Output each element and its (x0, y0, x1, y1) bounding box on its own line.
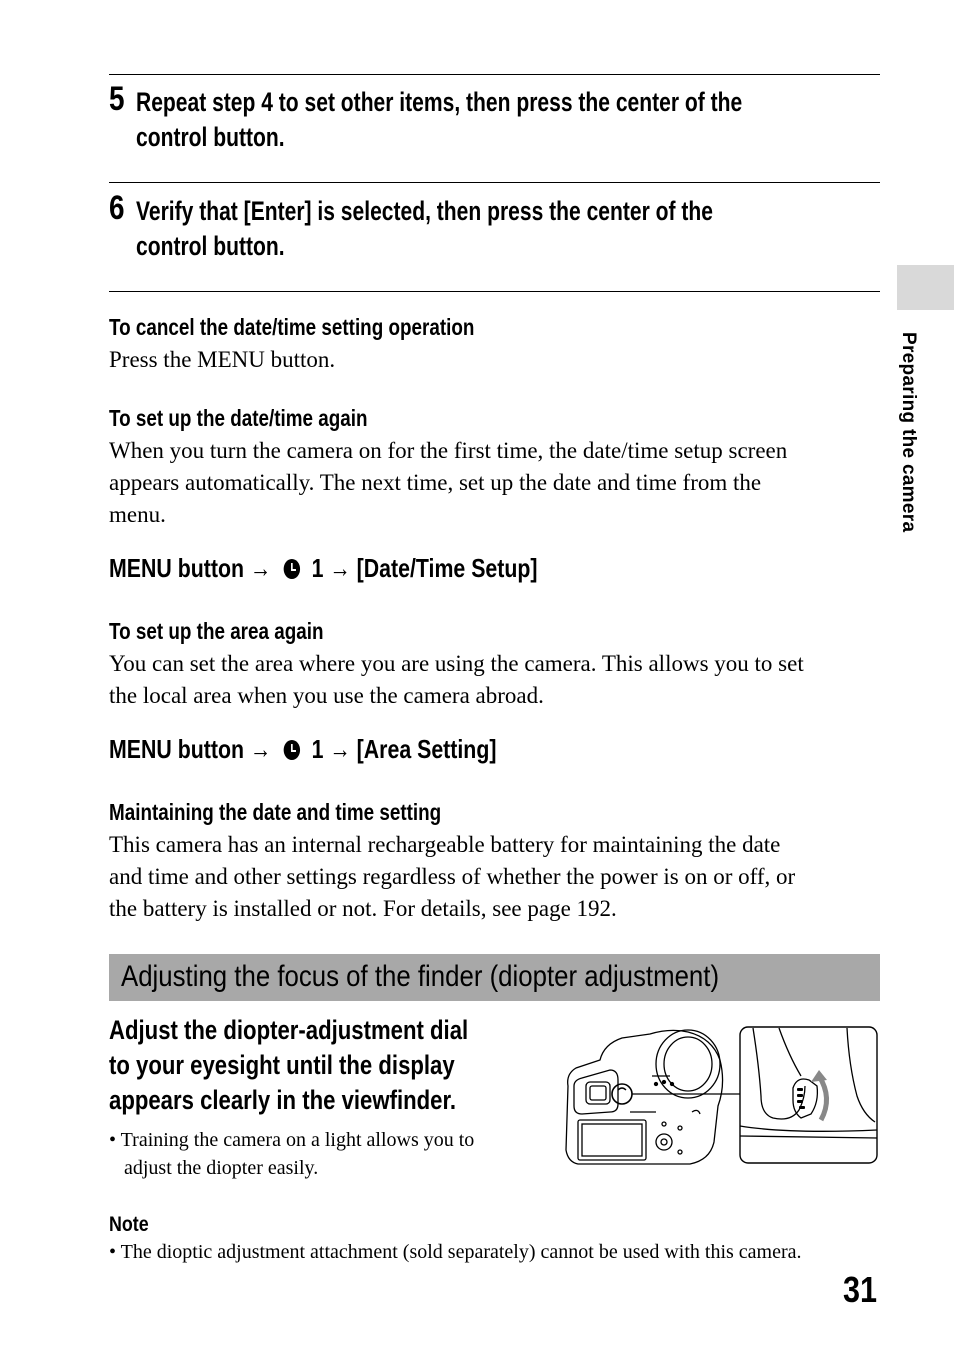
instruction-line-3: appears clearly in the viewfinder. (109, 1085, 457, 1115)
steps-end-rule (109, 291, 880, 292)
menu-path-end: [Date/Time Setup] (356, 553, 538, 583)
page-number: 31 (843, 1269, 878, 1310)
cancel-text: Press the MENU button. (109, 347, 336, 372)
arrow-icon: → (329, 734, 351, 764)
maintaining-heading: Maintaining the date and time setting (109, 799, 442, 825)
tip-bullet-line-2: adjust the diopter easily. (124, 1157, 319, 1179)
arrow-icon: → (249, 734, 272, 764)
clock-icon (284, 740, 300, 760)
area-again-line-2: the local area when you use the camera abroad. (109, 683, 544, 708)
step-5-line-2: control button. (136, 122, 285, 152)
maintaining-line-1: This camera has an internal rechargeable battery for maintaining the date (109, 832, 781, 857)
menu-path-start: MENU button (109, 734, 244, 764)
datetime-again-line-1: When you turn the camera on for the first time, the date/time setup screen (109, 438, 788, 463)
step-divider (109, 182, 880, 183)
step-5-line-1: Repeat step 4 to set other items, then press the center of the (136, 87, 743, 117)
datetime-again-heading: To set up the date/time again (109, 405, 368, 431)
note-heading: Note (109, 1213, 149, 1236)
section-header-bar (109, 954, 880, 1001)
datetime-menu-path (109, 552, 538, 584)
chapter-side-label (893, 332, 923, 572)
menu-path-start: MENU button (109, 553, 244, 583)
clock-icon (284, 559, 300, 579)
tip-bullet-line-1: • Training the camera on a light allows you to (109, 1129, 475, 1151)
top-rule (109, 74, 880, 75)
instruction-line-1: Adjust the diopter-adjustment dial (109, 1015, 469, 1045)
diopter-dial-detail-illustration (739, 1026, 879, 1166)
chapter-tab-marker (897, 265, 954, 310)
instruction-line-2: to your eyesight until the display (109, 1050, 455, 1080)
area-again-line-1: You can set the area where you are using the camera. This allows you to set (109, 651, 804, 676)
datetime-again-line-2: appears automatically. The next time, set up the date and time from the (109, 470, 762, 495)
section-title: Adjusting the focus of the finder (diopter adjustment) (121, 960, 720, 993)
area-menu-path (109, 733, 496, 765)
step-6-line-2: control button. (136, 231, 285, 261)
camera-illustration (560, 1024, 740, 1166)
chapter-side-label-text: Preparing the camera (898, 332, 919, 533)
step-5-number: 5 (109, 80, 125, 118)
menu-tab-number: 1 (311, 734, 324, 764)
datetime-again-line-3: menu. (109, 502, 166, 527)
step-6-line-1: Verify that [Enter] is selected, then press the center of the (136, 196, 713, 226)
note-text: • The dioptic adjustment attachment (sold separately) cannot be used with this camera. (109, 1241, 802, 1263)
step-6-number: 6 (109, 189, 125, 227)
area-again-heading: To set up the area again (109, 618, 324, 644)
arrow-icon: → (249, 553, 272, 583)
maintaining-line-3: the battery is installed or not. For details, see page 192. (109, 896, 617, 921)
menu-path-end: [Area Setting] (356, 734, 497, 764)
maintaining-line-2: and time and other settings regardless of whether the power is on or off, or (109, 864, 796, 889)
menu-tab-number: 1 (311, 553, 324, 583)
cancel-heading: To cancel the date/time setting operation (109, 314, 475, 340)
arrow-icon: → (329, 553, 351, 583)
